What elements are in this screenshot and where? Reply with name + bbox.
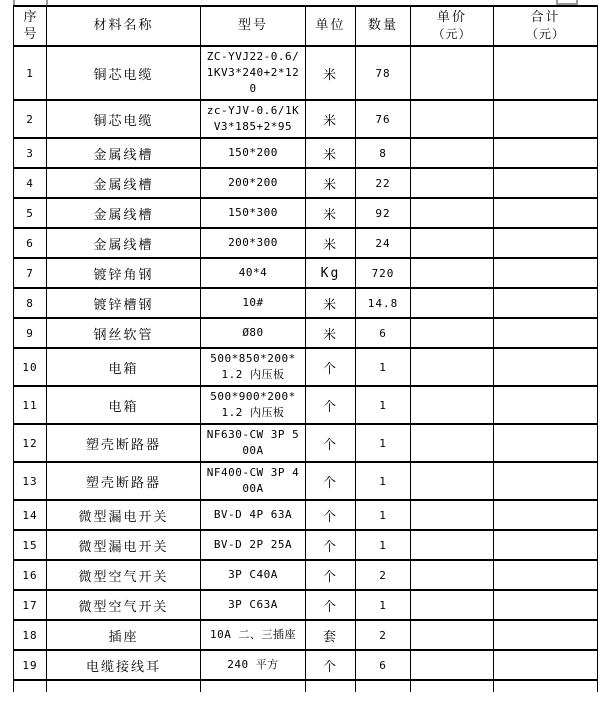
cell-qty: 22: [356, 168, 411, 198]
cell-qty: 78: [356, 46, 411, 100]
table-row: [14, 462, 598, 500]
cell-name: 铜芯电缆: [47, 100, 201, 138]
header-label-unit-price: 单价: [436, 10, 467, 25]
cell-name: 铜芯电缆: [47, 46, 201, 100]
cell-name: 插座: [47, 620, 201, 650]
cell-index: 2: [14, 100, 47, 138]
cell-unit-price: [411, 228, 494, 258]
cutoff-cell: [356, 680, 411, 692]
cell-total: [494, 138, 598, 168]
cell-qty: 2: [356, 560, 411, 590]
cell-qty: 1: [356, 348, 411, 386]
header-cell-qty: [356, 6, 411, 46]
cell-model: 3P C40A: [201, 560, 306, 590]
cell-index: 14: [14, 500, 47, 530]
cell-index: 10: [14, 348, 47, 386]
cell-name: 电箱: [47, 386, 201, 424]
cell-unit-price: [411, 348, 494, 386]
table-row: [14, 348, 598, 386]
cell-model: Ø80: [201, 318, 306, 348]
cell-unit: 米: [306, 318, 356, 348]
cell-model: ZC-YVJ22-0.6/1KV3*240+2*120: [201, 46, 306, 100]
cell-model: 150*200: [201, 138, 306, 168]
cell-total: [494, 530, 598, 560]
cell-index: 11: [14, 386, 47, 424]
table-body: [14, 46, 598, 680]
table-row: [14, 288, 598, 318]
table-row: [14, 500, 598, 530]
cell-index: 5: [14, 198, 47, 228]
cell-name: 镀锌角钢: [47, 258, 201, 288]
cell-index: 3: [14, 138, 47, 168]
cell-qty: 6: [356, 650, 411, 680]
cell-total: [494, 258, 598, 288]
cutoff-cell: [14, 680, 47, 692]
cell-total: [494, 590, 598, 620]
cell-qty: 2: [356, 620, 411, 650]
cell-model: BV-D 4P 63A: [201, 500, 306, 530]
table-row-cutoff: [14, 680, 598, 692]
cell-model: 40*4: [201, 258, 306, 288]
table-row: [14, 560, 598, 590]
cell-total: [494, 46, 598, 100]
cell-model: 500*850*200*1.2 内压板: [201, 348, 306, 386]
cell-unit: 米: [306, 168, 356, 198]
cell-unit-price: [411, 620, 494, 650]
cell-unit-price: [411, 500, 494, 530]
table-row: [14, 386, 598, 424]
cutoff-cell: [201, 680, 306, 692]
cell-qty: 8: [356, 138, 411, 168]
cell-unit: 个: [306, 650, 356, 680]
cell-unit: 个: [306, 530, 356, 560]
cell-unit: 个: [306, 500, 356, 530]
cell-unit-price: [411, 650, 494, 680]
cell-unit: 个: [306, 424, 356, 462]
cell-total: [494, 198, 598, 228]
cell-total: [494, 650, 598, 680]
table-header: [14, 6, 598, 46]
cell-qty: 24: [356, 228, 411, 258]
cell-index: 18: [14, 620, 47, 650]
cell-qty: 1: [356, 530, 411, 560]
cell-model: NF630-CW 3P 500A: [201, 424, 306, 462]
cell-unit-price: [411, 462, 494, 500]
cell-unit-price: [411, 386, 494, 424]
cell-unit-price: [411, 590, 494, 620]
cell-total: [494, 288, 598, 318]
table-row: [14, 168, 598, 198]
cell-name: 金属线槽: [47, 138, 201, 168]
cell-index: 7: [14, 258, 47, 288]
cell-name: 钢丝软管: [47, 318, 201, 348]
header-sublabel-unit-price: （元）: [432, 27, 472, 41]
cell-unit: Kg: [306, 258, 356, 288]
header-label-unit: 单位: [315, 18, 346, 33]
cell-index: 19: [14, 650, 47, 680]
cell-index: 17: [14, 590, 47, 620]
cell-index: 4: [14, 168, 47, 198]
header-label-name: 材料名称: [93, 18, 154, 33]
cell-unit-price: [411, 318, 494, 348]
cell-qty: 720: [356, 258, 411, 288]
cell-total: [494, 386, 598, 424]
table-row: [14, 318, 598, 348]
cell-qty: 14.8: [356, 288, 411, 318]
table-row: [14, 46, 598, 100]
cutoff-cell: [47, 680, 201, 692]
header-cell-index: [14, 6, 47, 46]
header-label-total: 合计: [530, 10, 561, 25]
cell-index: 15: [14, 530, 47, 560]
cell-unit-price: [411, 138, 494, 168]
cell-qty: 76: [356, 100, 411, 138]
cell-model: 200*200: [201, 168, 306, 198]
cell-model: 10A 二、三插座: [201, 620, 306, 650]
header-cell-unit-price: [411, 6, 494, 46]
cell-unit: 个: [306, 560, 356, 590]
cell-total: [494, 318, 598, 348]
cell-name: 镀锌槽钢: [47, 288, 201, 318]
cell-unit: 米: [306, 288, 356, 318]
header-cell-total: [494, 6, 598, 46]
cell-unit-price: [411, 560, 494, 590]
cell-index: 9: [14, 318, 47, 348]
cell-name: 微型漏电开关: [47, 500, 201, 530]
cutoff-cell: [494, 680, 598, 692]
cell-model: 10#: [201, 288, 306, 318]
cell-unit-price: [411, 198, 494, 228]
cell-model: zc-YJV-0.6/1KV3*185+2*95: [201, 100, 306, 138]
cell-name: 微型空气开关: [47, 590, 201, 620]
cell-model: 500*900*200*1.2 内压板: [201, 386, 306, 424]
cell-unit-price: [411, 100, 494, 138]
table-row: [14, 258, 598, 288]
table-row: [14, 530, 598, 560]
cell-name: 电缆接线耳: [47, 650, 201, 680]
cell-name: 微型漏电开关: [47, 530, 201, 560]
cell-unit: 套: [306, 620, 356, 650]
cell-qty: 6: [356, 318, 411, 348]
cell-model: NF400-CW 3P 400A: [201, 462, 306, 500]
cell-total: [494, 168, 598, 198]
header-cell-model: [201, 6, 306, 46]
cell-unit-price: [411, 258, 494, 288]
cell-unit-price: [411, 424, 494, 462]
cell-model: 200*300: [201, 228, 306, 258]
cell-unit: 米: [306, 138, 356, 168]
cell-unit: 个: [306, 462, 356, 500]
table-row: [14, 590, 598, 620]
cell-unit: 米: [306, 46, 356, 100]
cell-name: 金属线槽: [47, 228, 201, 258]
table-row: [14, 100, 598, 138]
header-sublabel-total: （元）: [525, 27, 565, 41]
cell-unit: 米: [306, 100, 356, 138]
cell-index: 16: [14, 560, 47, 590]
cell-unit-price: [411, 46, 494, 100]
cell-unit: 米: [306, 198, 356, 228]
header-label-model: 型号: [237, 18, 268, 33]
cell-qty: 1: [356, 500, 411, 530]
cell-total: [494, 462, 598, 500]
cell-index: 1: [14, 46, 47, 100]
table-row: [14, 424, 598, 462]
cell-unit-price: [411, 168, 494, 198]
header-cell-unit: [306, 6, 356, 46]
cell-index: 12: [14, 424, 47, 462]
cell-total: [494, 100, 598, 138]
cutoff-cell: [306, 680, 356, 692]
cell-model: 150*300: [201, 198, 306, 228]
header-label-index: 序号: [23, 10, 37, 42]
table-body-cutoff: [14, 680, 598, 692]
cell-qty: 92: [356, 198, 411, 228]
cell-name: 电箱: [47, 348, 201, 386]
header-row: [14, 6, 598, 46]
cell-name: 金属线槽: [47, 168, 201, 198]
cell-qty: 1: [356, 590, 411, 620]
cell-unit: 米: [306, 228, 356, 258]
cell-name: 金属线槽: [47, 198, 201, 228]
cell-unit-price: [411, 530, 494, 560]
cell-index: 6: [14, 228, 47, 258]
cell-index: 8: [14, 288, 47, 318]
cutoff-cell: [411, 680, 494, 692]
materials-table: [13, 5, 598, 692]
cell-model: 3P C63A: [201, 590, 306, 620]
cell-qty: 1: [356, 386, 411, 424]
header-cell-name: [47, 6, 201, 46]
cell-name: 塑壳断路器: [47, 424, 201, 462]
cell-total: [494, 560, 598, 590]
cell-unit-price: [411, 288, 494, 318]
cell-qty: 1: [356, 462, 411, 500]
cell-name: 微型空气开关: [47, 560, 201, 590]
cell-total: [494, 348, 598, 386]
cell-total: [494, 620, 598, 650]
cell-total: [494, 424, 598, 462]
cell-unit: 个: [306, 386, 356, 424]
cell-total: [494, 228, 598, 258]
table-row: [14, 198, 598, 228]
cell-model: BV-D 2P 25A: [201, 530, 306, 560]
table-row: [14, 620, 598, 650]
cell-name: 塑壳断路器: [47, 462, 201, 500]
header-label-qty: 数量: [367, 18, 398, 33]
cell-unit: 个: [306, 590, 356, 620]
table-row: [14, 650, 598, 680]
cell-unit: 个: [306, 348, 356, 386]
table-row: [14, 228, 598, 258]
cell-index: 13: [14, 462, 47, 500]
cell-qty: 1: [356, 424, 411, 462]
table-row: [14, 138, 598, 168]
cell-total: [494, 500, 598, 530]
cell-model: 240 平方: [201, 650, 306, 680]
